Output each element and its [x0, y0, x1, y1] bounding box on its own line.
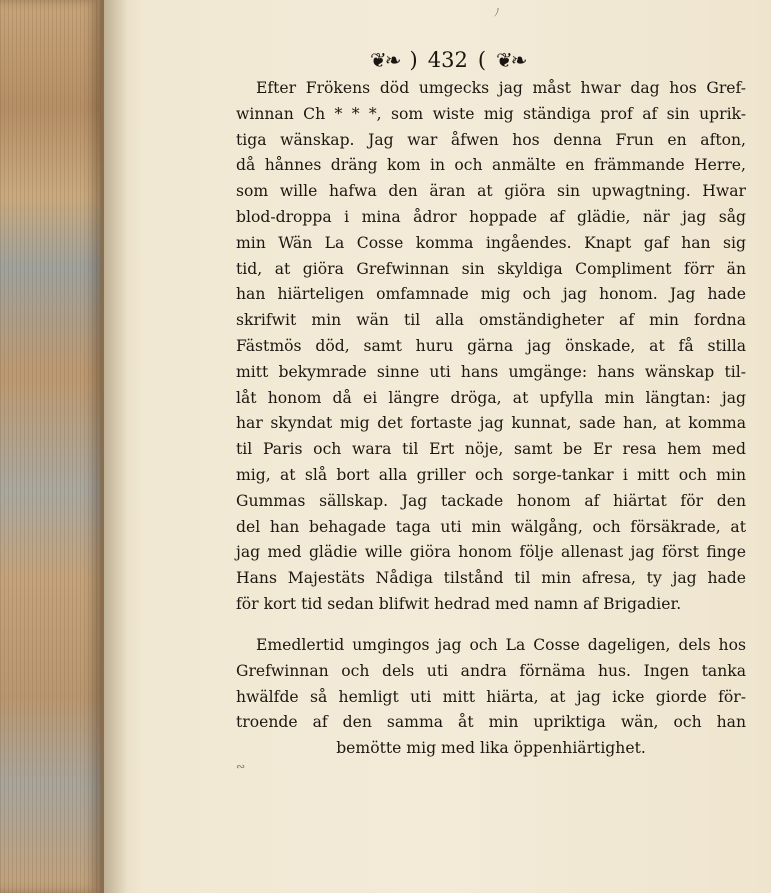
- fleuron-left-icon: ❦❧: [370, 48, 400, 72]
- text-line: til Paris och wara til Ert nöje, samt be Er resa hem med: [236, 440, 746, 459]
- text-line: mig, at slå bort alla griller och sorge-tankar i mitt och min: [236, 465, 746, 484]
- text-line: Efter Frökens död umgecks jag måst hwar dag hos Gref-: [256, 79, 746, 97]
- paragraph-1: [236, 76, 746, 618]
- text-line: troende af den samma åt min upriktiga wän, och han: [236, 713, 746, 732]
- ink-smudge-icon: ∾: [236, 760, 246, 773]
- text-line: har skyndat mig det fortaste jag kunnat, sade han, at komma: [236, 414, 746, 433]
- paragraph-2: [236, 633, 746, 762]
- page-header: [370, 44, 610, 76]
- text-line: tid, at giöra Grefwinnan sin skyldiga Compliment förr än: [236, 259, 746, 278]
- header-right-bracket: (: [477, 48, 487, 72]
- text-line: Fästmös död, samt huru gärna jag önskade, at få stilla: [236, 336, 746, 355]
- page-number: 432: [427, 48, 468, 72]
- text-line: min Wän La Cosse komma ingåendes. Knapt gaf han sig: [236, 233, 746, 252]
- text-line: Hans Majestäts Nådiga tilstånd til min afresa, ty jag hade: [236, 569, 746, 588]
- gutter-shadow: [104, 0, 128, 893]
- text-line: jag med glädie wille giöra honom följe allenast jag först finge: [236, 543, 746, 562]
- text-line: hwälfde så hemligt uti mitt hiärta, at jag icke giorde för-: [236, 687, 746, 706]
- text-line: Gummas sällskap. Jag tackade honom af hiärtat för den: [236, 491, 746, 510]
- text-line: han hiärteligen omfamnade mig och jag honom. Jag hade: [236, 285, 746, 304]
- book-page-edges: [0, 0, 104, 893]
- text-line: tiga wänskap. Jag war åfwen hos denna Frun en afton,: [236, 130, 746, 149]
- text-line: skrifwit min wän til alla omständigheter af min fordna: [236, 311, 746, 330]
- text-line: bemötte mig med lika öppenhiärtighet.: [336, 739, 646, 758]
- fleuron-right-icon: ❦❧: [496, 48, 526, 72]
- text-line: winnan Ch * * *, som wiste mig ständiga prof af sin uprik-: [236, 104, 746, 123]
- text-line: Grefwinnan och dels uti andra förnäma hus. Ingen tanka: [236, 661, 746, 680]
- text-line: mitt bekymrade sinne uti hans umgänge: hans wänskap til-: [236, 362, 746, 381]
- text-line: för kort tid sedan blifwit hedrad med namn af Brigadier.: [236, 594, 682, 613]
- text-line: Emedlertid umgingos jag och La Cosse dageligen, dels hos: [256, 636, 746, 654]
- text-line: del han behagade taga uti min wälgång, och försäkrade, at: [236, 517, 746, 536]
- text-line: som wille hafwa den äran at giöra sin upwagtning. Hwar: [236, 182, 746, 201]
- text-line: blod-droppa i mina ådror hoppade af glädie, när jag såg: [236, 207, 746, 226]
- text-line: låt honom då ei längre dröga, at upfylla min längtan: jag: [236, 388, 746, 407]
- text-line: då hånnes dräng kom in och anmälte en främmande Herre,: [236, 156, 746, 175]
- ink-mark-icon: ﾉ: [494, 6, 500, 19]
- header-left-bracket: ): [409, 48, 418, 72]
